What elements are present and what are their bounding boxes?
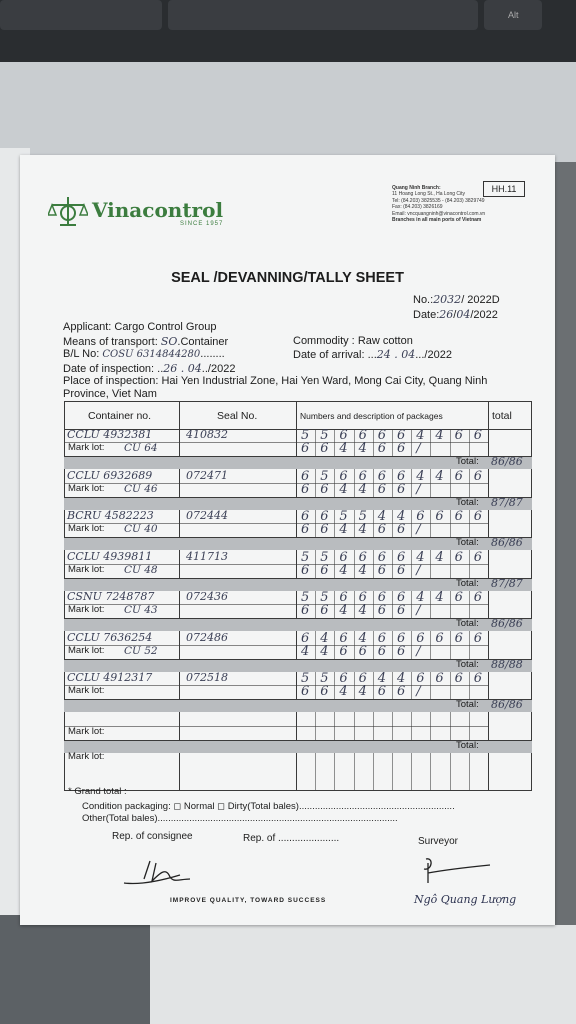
keyboard: [0, 0, 576, 62]
package-count: 4: [339, 684, 348, 699]
package-count: 4: [416, 590, 425, 605]
branch-line: 11 Hoang Long St., Ha Long City: [392, 191, 466, 198]
sheet-date: Date:26/04/2022: [413, 308, 498, 321]
package-count: 6: [454, 428, 463, 443]
package-count: /: [416, 643, 421, 659]
package-count: 6: [454, 468, 463, 484]
package-count: 6: [339, 630, 348, 646]
total-label: Total:: [456, 658, 479, 670]
rep-consignee-label: Rep. of consignee: [112, 831, 193, 842]
total-value: 86/86: [491, 698, 523, 711]
mark-lot-value: CU 52: [124, 644, 158, 657]
package-count: 5: [301, 428, 310, 443]
package-count: 5: [301, 549, 310, 565]
alt-key: [484, 0, 542, 30]
seal-number: 072444: [186, 509, 228, 522]
package-count: 6: [358, 428, 367, 443]
seal-number: 072486: [186, 630, 228, 644]
package-count: 6: [377, 522, 387, 537]
package-count: 6: [301, 562, 310, 578]
package-count: 6: [397, 643, 406, 659]
mark-lot-value: CU 46: [124, 482, 158, 495]
desk-surface: [0, 62, 576, 162]
condition-other-line: Other(Total bales)...........................................................................................: [82, 813, 398, 824]
mark-lot-label: Mark lot:: [68, 644, 105, 656]
package-count: 6: [397, 684, 406, 699]
package-count: 6: [377, 428, 387, 443]
total-label: Total:: [456, 699, 479, 710]
package-count: 6: [377, 549, 387, 565]
sheet-number: No.:2032/ 2022D: [413, 293, 500, 306]
mark-lot-label: Mark lot:: [68, 563, 105, 575]
package-count: 4: [358, 684, 367, 699]
package-count: 6: [416, 509, 425, 524]
package-count: 6: [301, 481, 310, 497]
container-number: CCLU 6932689: [67, 468, 153, 482]
package-count: /: [416, 522, 421, 537]
container-number: CCLU 4912317: [67, 671, 153, 684]
package-count: 4: [397, 671, 406, 686]
mark-lot-label: Mark lot:: [68, 604, 105, 615]
package-count: 6: [397, 522, 406, 537]
grand-total-label: * Grand total :: [68, 786, 127, 797]
footer-slogan: IMPROVE QUALITY, TOWARD SUCCESS: [170, 897, 327, 904]
mark-lot-value: CU 64: [124, 442, 158, 454]
package-count: 5: [358, 509, 367, 524]
logo-text: Vinacontrol: [92, 198, 224, 222]
total-label: Total:: [456, 577, 479, 589]
package-count: 6: [473, 428, 483, 443]
package-count: 6: [301, 684, 310, 699]
package-count: 5: [320, 468, 329, 484]
package-count: 4: [358, 441, 367, 456]
package-count: 6: [301, 603, 310, 618]
package-count: 6: [339, 428, 348, 443]
under-paper: [150, 925, 576, 1024]
package-count: 5: [320, 428, 329, 443]
mark-lot-value: CU 48: [124, 563, 158, 576]
package-count: 6: [377, 468, 387, 484]
place-line: Place of inspection: Hai Yen Industrial Zone, Hai Yen Ward, Mong Cai City, Quang Ninh Province, Viet Nam: [63, 375, 488, 400]
container-number: CSNU 7248787: [67, 590, 155, 603]
tally-sheet: [20, 155, 555, 925]
seal-number: 410832: [186, 428, 228, 441]
package-count: 6: [473, 468, 483, 484]
mark-lot-label: Mark lot:: [68, 685, 105, 696]
package-count: 6: [301, 630, 310, 646]
spacebar-key: [168, 0, 478, 30]
consignee-signature: [120, 855, 200, 891]
package-count: 6: [454, 590, 463, 605]
package-count: 6: [301, 441, 310, 456]
branch-line: Tel: (84.203) 3825535 - (84.203) 3829749: [392, 197, 485, 204]
header-packages: Numbers and description of packages: [300, 411, 443, 421]
package-count: 6: [339, 671, 348, 686]
table-body: [64, 401, 532, 791]
package-count: 4: [358, 603, 367, 618]
header-container: Container no.: [88, 410, 152, 422]
surveyor-signature-mark: [420, 855, 500, 885]
package-count: 4: [320, 630, 329, 646]
commodity-line: Commodity : Raw cotton: [293, 335, 413, 347]
mark-lot-label: Mark lot:: [68, 482, 105, 494]
package-count: 4: [339, 522, 348, 537]
floor-shadow: [0, 915, 160, 1024]
bl-line: B/L No: COSU 6314844280........: [63, 348, 225, 360]
package-count: 5: [339, 509, 348, 524]
total-label: Total:: [456, 537, 479, 548]
seal-number: 072471: [186, 468, 228, 482]
package-count: 6: [358, 549, 367, 565]
package-count: 4: [416, 428, 425, 443]
header-seal: Seal No.: [217, 410, 258, 422]
total-label: Total:: [456, 618, 479, 629]
package-count: 6: [320, 441, 329, 456]
package-count: 6: [416, 671, 425, 686]
total-value: 86/86: [491, 455, 523, 468]
package-count: 4: [320, 643, 329, 659]
package-count: 5: [320, 549, 329, 565]
package-count: 6: [416, 630, 425, 646]
branch-line: Email: vncquangninh@vinacontrol.com.vn: [392, 210, 486, 217]
transport-line: Means of transport: SO.Container: [63, 335, 229, 348]
scale-emblem-icon: [48, 195, 88, 227]
package-count: 6: [358, 643, 367, 659]
package-count: 5: [301, 590, 310, 605]
package-count: 6: [473, 509, 483, 524]
package-count: 6: [435, 630, 444, 646]
package-count: /: [416, 441, 421, 456]
package-count: 4: [358, 522, 367, 537]
package-count: 4: [435, 549, 444, 565]
package-count: 6: [377, 643, 387, 659]
surveyor-name: Ngô Quang Lượng: [414, 893, 517, 906]
mark-lot-label: Mark lot:: [68, 725, 105, 737]
total-label: Total:: [456, 739, 479, 751]
inspection-date-line: Date of inspection: ..26 . 04../2022: [63, 362, 236, 375]
package-count: 5: [320, 590, 329, 605]
applicant-line: Applicant: Cargo Control Group: [63, 321, 217, 333]
total-value: 86/86: [491, 617, 523, 630]
tally-table: [64, 401, 532, 791]
package-count: 6: [397, 481, 406, 497]
package-count: 4: [301, 643, 310, 659]
package-count: 6: [473, 630, 483, 646]
package-count: 4: [339, 441, 348, 456]
package-count: 4: [435, 468, 444, 484]
surveyor-label: Surveyor: [418, 836, 459, 847]
package-count: 6: [339, 643, 348, 659]
package-count: 4: [339, 481, 348, 497]
logo-since: SINCE 1957: [180, 221, 224, 227]
total-label: Total:: [456, 496, 479, 508]
package-count: 6: [397, 428, 406, 443]
package-count: 4: [358, 630, 367, 646]
package-count: /: [416, 562, 421, 578]
package-count: 4: [339, 562, 348, 578]
package-count: 6: [320, 481, 329, 497]
mark-lot-label: Mark lot:: [68, 442, 105, 453]
alt-key-label: Alt: [508, 10, 519, 20]
package-count: 6: [397, 630, 406, 646]
package-count: 6: [377, 590, 387, 605]
container-number: BCRU 4582223: [67, 509, 154, 522]
sheet-title: SEAL /DEVANNING/TALLY SHEET: [171, 270, 404, 286]
package-count: 6: [301, 522, 310, 537]
seal-number: 411713: [186, 549, 228, 563]
container-number: CCLU 4939811: [67, 549, 153, 563]
package-count: 6: [320, 509, 329, 524]
package-count: 6: [473, 590, 483, 605]
condition-line: Condition packaging: ◻ Normal ◻ Dirty(Total bales)...........................................................: [82, 801, 455, 812]
seal-number: 072436: [186, 590, 228, 603]
package-count: 6: [377, 441, 387, 456]
package-count: 6: [377, 684, 387, 699]
branch-line: Fax: (84.203) 3826169: [392, 204, 443, 211]
package-count: 6: [435, 509, 444, 524]
package-count: 6: [435, 671, 444, 686]
package-count: 6: [397, 603, 406, 618]
package-count: 4: [416, 549, 425, 565]
package-count: 4: [358, 562, 367, 578]
package-count: 4: [377, 509, 387, 524]
package-count: 4: [397, 509, 406, 524]
package-count: 4: [435, 590, 444, 605]
total-value: 88/88: [491, 657, 523, 671]
package-count: 6: [358, 671, 367, 686]
arrival-line: Date of arrival: ...24 . 04.../2022: [293, 348, 452, 361]
package-count: 6: [301, 509, 310, 524]
total-value: 87/87: [491, 495, 523, 509]
mark-lot-label: Mark lot:: [68, 523, 105, 534]
package-count: /: [416, 481, 421, 497]
package-count: 5: [301, 671, 310, 686]
seal-number: 072518: [186, 671, 228, 684]
package-count: /: [416, 684, 421, 699]
header-total: total: [492, 410, 512, 422]
package-count: 6: [320, 562, 329, 578]
package-count: /: [416, 603, 421, 618]
package-count: 6: [454, 549, 463, 565]
keyboard-key: [0, 0, 162, 30]
package-count: 6: [377, 630, 387, 646]
branch-line: Branches in all main ports of Vietnam: [392, 217, 482, 224]
package-count: 4: [435, 428, 444, 443]
branch-info: [392, 185, 552, 223]
branch-title: Quang Ninh Branch:: [392, 185, 441, 191]
package-count: 6: [301, 468, 310, 484]
package-count: 6: [397, 441, 406, 456]
package-count: 6: [339, 468, 348, 484]
package-count: 4: [377, 671, 387, 686]
package-count: 6: [397, 562, 406, 578]
package-count: 4: [339, 603, 348, 618]
package-count: 6: [473, 549, 483, 565]
package-count: 5: [320, 671, 329, 686]
total-value: 86/86: [491, 536, 523, 549]
package-count: 6: [377, 481, 387, 497]
mark-lot-value: CU 43: [124, 604, 158, 616]
total-value: 87/87: [491, 576, 523, 590]
package-count: 6: [320, 684, 329, 699]
package-count: 6: [454, 509, 463, 524]
package-count: 6: [339, 549, 348, 565]
container-number: CCLU 4932381: [67, 428, 153, 441]
mark-lot-label: Mark lot:: [68, 751, 105, 762]
package-count: 6: [339, 590, 348, 605]
package-count: 6: [454, 671, 463, 686]
package-count: 6: [473, 671, 483, 686]
package-count: 6: [377, 603, 387, 618]
rep-of-label: Rep. of ......................: [243, 833, 340, 844]
mark-lot-value: CU 40: [124, 523, 158, 535]
package-count: 6: [358, 468, 367, 484]
package-count: 6: [397, 590, 406, 605]
package-count: 6: [320, 522, 329, 537]
total-label: Total:: [456, 456, 479, 467]
package-count: 6: [454, 630, 463, 646]
package-count: 6: [377, 562, 387, 578]
package-count: 6: [320, 603, 329, 618]
package-count: 6: [358, 590, 367, 605]
container-number: CCLU 7636254: [67, 630, 153, 644]
package-count: 6: [397, 549, 406, 565]
package-count: 6: [397, 468, 406, 484]
package-count: 4: [358, 481, 367, 497]
form-code-box: HH.11: [483, 181, 525, 197]
package-count: 4: [416, 468, 425, 484]
